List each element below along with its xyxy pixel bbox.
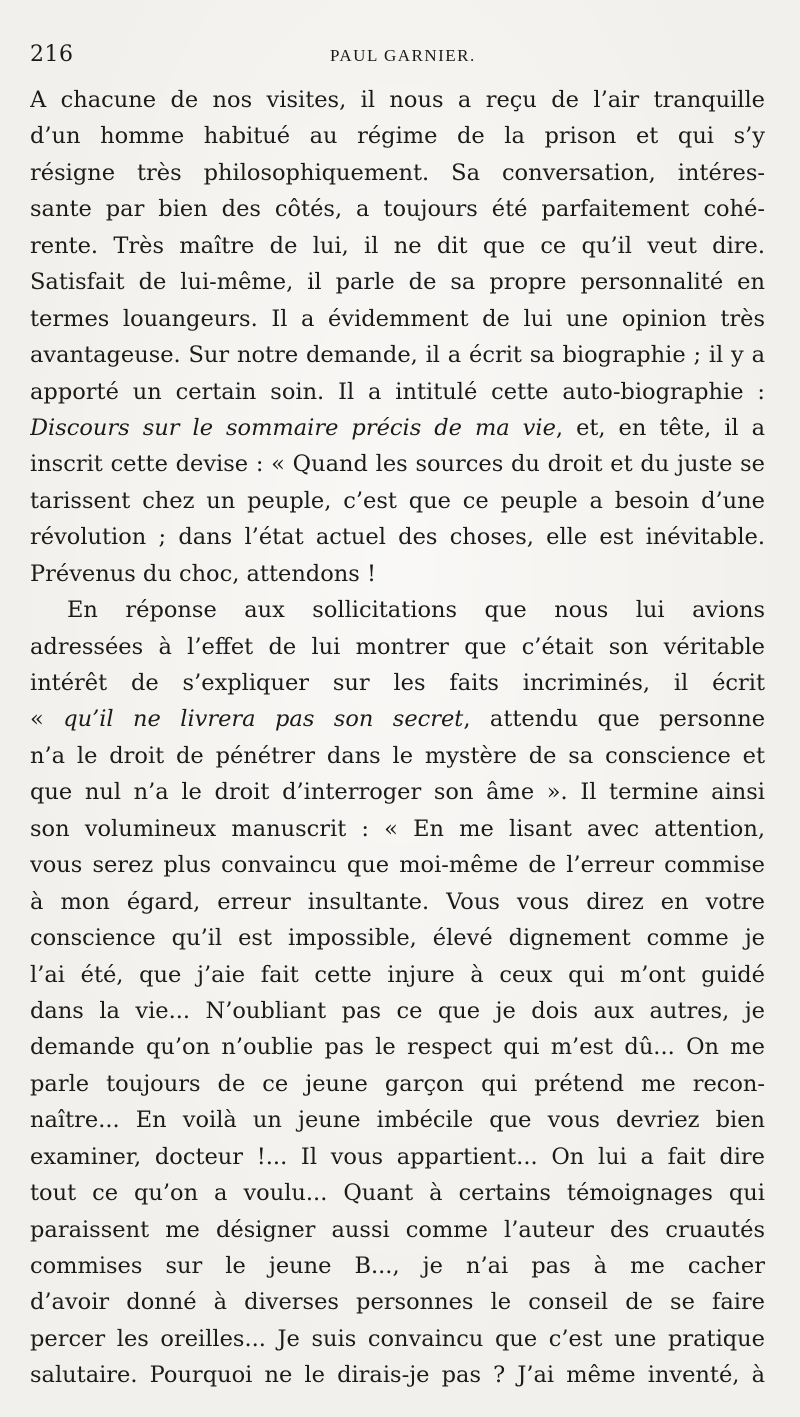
text-line [30,191,765,227]
text-line [30,483,765,519]
line-text: résigne très philosophiquement. Sa conversation, intéres- [30,159,765,186]
line-text: d’avoir donné à diverses personnes le conseil de se faire [30,1289,765,1316]
line-text: que nul n’a le droit d’interroger son âme ». Il termine ainsi [30,779,765,806]
line-text: son volumineux manuscrit : « En me lisant avec attention, [30,815,765,842]
text-line [30,811,765,847]
line-text: vous serez plus convaincu que moi-même de l’erreur commise [30,852,765,879]
page-number: 216 [30,42,74,67]
text-line [30,1175,765,1211]
text-line [30,1102,765,1138]
body-text [30,82,765,1394]
line-text: à mon égard, erreur insultante. Vous vous direz en votre [30,888,765,915]
line-text: d’un homme habitué au régime de la prison et qui s’y [30,123,765,150]
line-text: examiner, docteur !... Il vous appartient... On lui a fait dire [30,1143,765,1170]
text-line [30,1029,765,1065]
line-text: demande qu’on n’oublie pas le respect qui m’est dû... On me [30,1034,765,1061]
line-text: naître... En voilà un jeune imbécile que vous devriez bien [30,1107,765,1134]
text-line [30,155,765,191]
text-line [30,446,765,482]
text-line [30,1212,765,1248]
line-text: adressées à l’effet de lui montrer que c’était son véritable [30,633,765,660]
text-line [30,774,765,810]
text-line [30,884,765,920]
text-line [30,228,765,264]
line-text: paraissent me désigner aussi comme l’auteur des cruautés [30,1216,765,1243]
line-text: salutaire. Pourquoi ne le dirais-je pas ? J’ai même inventé, à [30,1362,765,1389]
line-text: inscrit cette devise : « Quand les sources du droit et du juste se [30,451,765,478]
text-line [30,1139,765,1175]
text-line [30,1284,765,1320]
line-text: termes louangeurs. Il a évidemment de lui une opinion très [30,305,765,332]
line-text: dans la vie... N’oubliant pas ce que je dois aux autres, je [30,997,765,1024]
text-line [30,738,765,774]
text-line [30,556,765,592]
text-line [30,374,765,410]
text-line [30,410,765,446]
text-line [30,920,765,956]
line-text: percer les oreilles... Je suis convaincu que c’est une pratique [30,1325,765,1352]
line-text: Prévenus du choc, attendons ! [30,560,376,587]
text-line [30,82,765,118]
line-text: n’a le droit de pénétrer dans le mystère de sa conscience et [30,742,765,769]
text-line [30,301,765,337]
line-text: , et, en tête, il a [555,414,765,441]
text-line [30,1248,765,1284]
line-text: révolution ; dans l’état actuel des choses, elle est inévitable. [30,524,765,551]
text-line [30,118,765,154]
text-line [30,957,765,993]
line-text: commises sur le jeune B..., je n’ai pas à me cacher [30,1253,765,1279]
line-text: l’ai été, que j’aie fait cette injure à ceux qui m’ont guidé [30,961,765,988]
line-text: En réponse aux sollicitations que nous lui avions [67,597,765,624]
text-line [30,701,765,737]
line-text: , attendu que personne [463,706,765,733]
text-line [30,519,765,555]
text-line [30,264,765,300]
italic-phrase: qu’il ne livrera pas son secret [63,706,464,733]
line-text: conscience qu’il est impossible, élevé dignement comme je [30,925,765,952]
text-line [30,1066,765,1102]
text-line [30,337,765,373]
line-text: sante par bien des côtés, a toujours été parfaitement cohé- [30,196,765,223]
line-text: tarissent chez un peuple, c’est que ce peuple a besoin d’une [30,487,765,514]
line-text: A chacune de nos visites, il nous a reçu de l’air tranquille [30,87,765,113]
text-line [30,847,765,883]
text-line [30,665,765,701]
text-line [30,1321,765,1357]
line-text: rente. Très maître de lui, il ne dit que ce qu’il veut dire. [30,232,765,259]
text-line [30,629,765,665]
text-line [30,592,765,628]
page-header [30,42,760,74]
line-text: parle toujours de ce jeune garçon qui prétend me recon- [30,1070,765,1097]
text-line [30,993,765,1029]
running-title: PAUL GARNIER. [330,46,476,65]
line-prefix: « [30,706,64,733]
line-text: tout ce qu’on a voulu... Quant à certains témoignages qui [30,1180,765,1207]
italic-phrase: Discours sur le sommaire précis de ma vie [30,414,556,441]
line-text: Satisfait de lui-même, il parle de sa propre personnalité en [30,269,765,296]
line-text: intérêt de s’expliquer sur les faits incriminés, il écrit [30,670,765,696]
text-line [30,1357,765,1393]
line-text: avantageuse. Sur notre demande, il a écrit sa biographie ; il y a [30,342,765,369]
line-text: apporté un certain soin. Il a intitulé cette auto-biographie : [30,378,765,405]
